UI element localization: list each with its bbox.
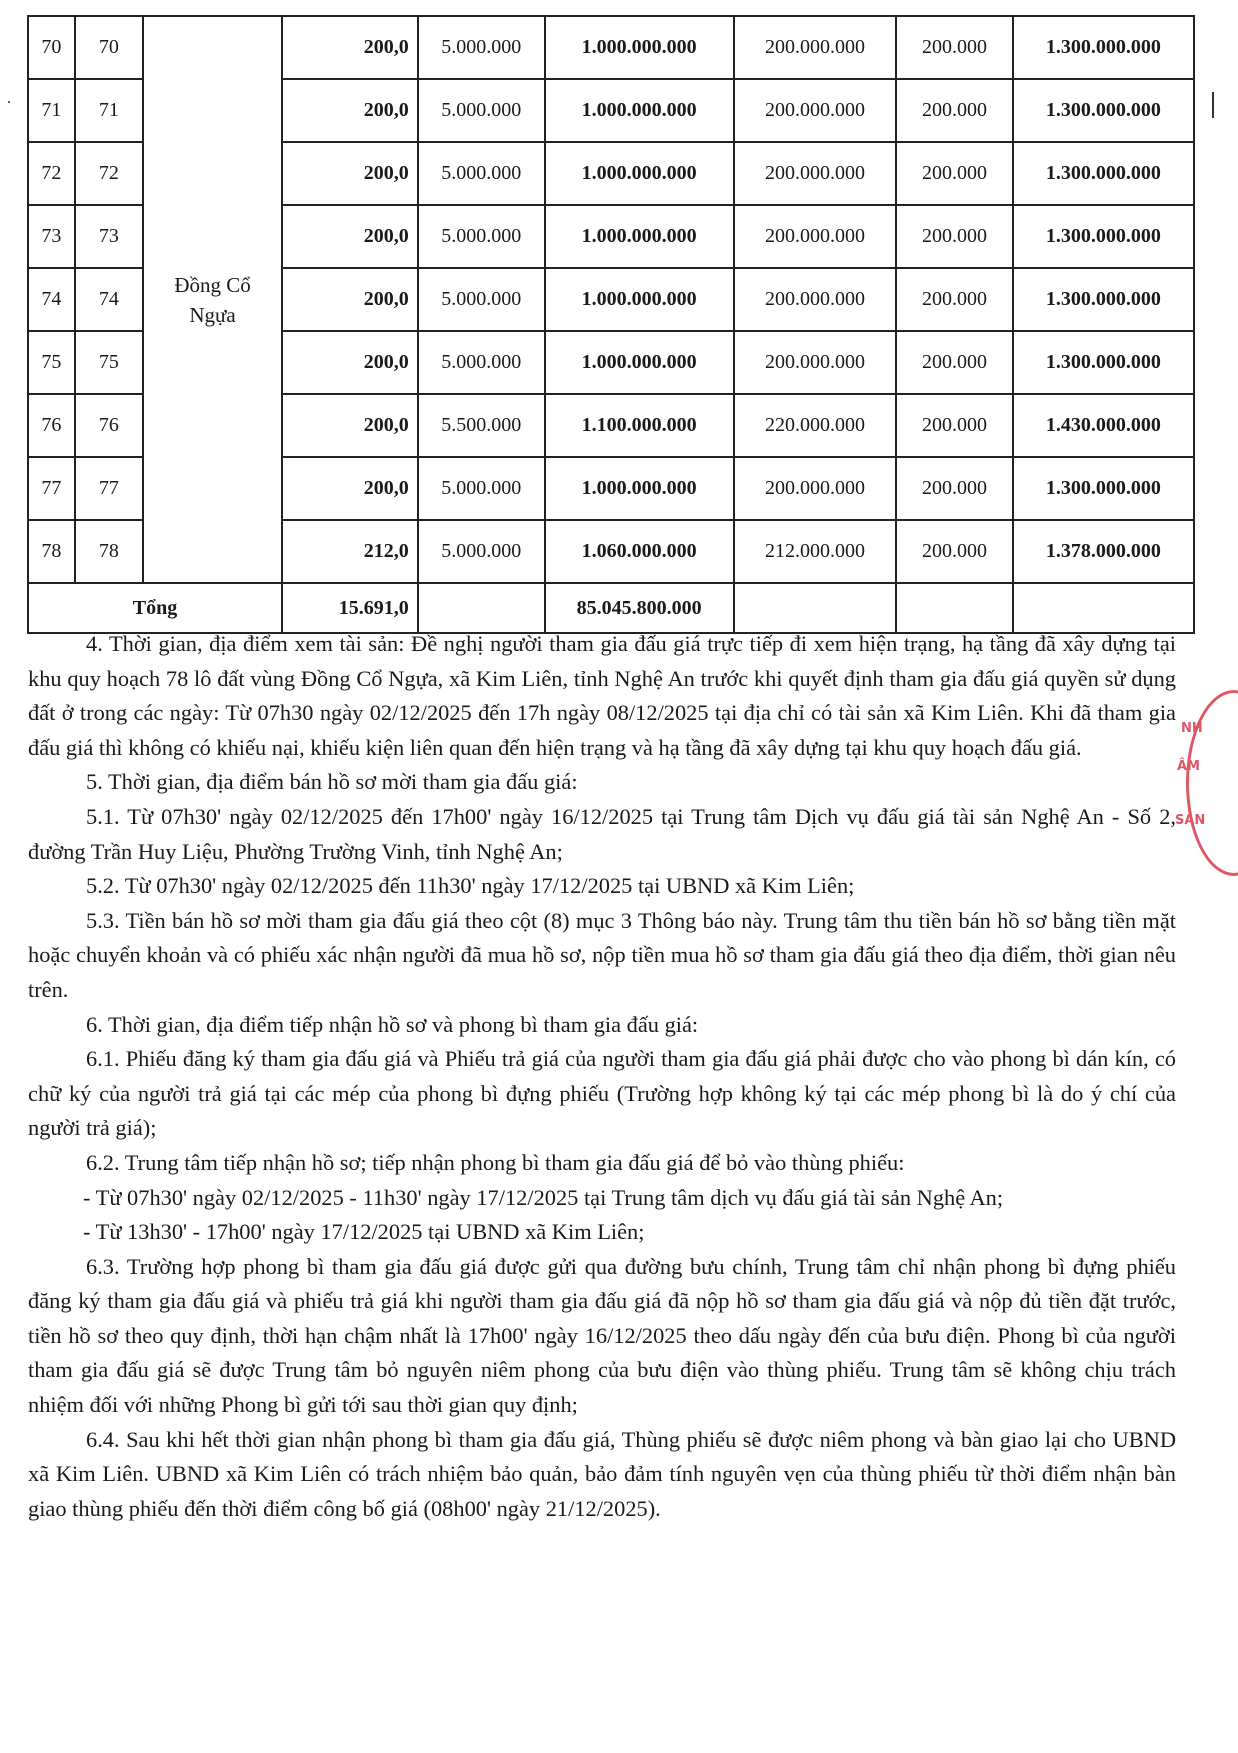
total-empty-cell [734,583,897,633]
cell-total: 1.300.000.000 [1013,79,1194,142]
cell-unit-price: 5.000.000 [418,457,545,520]
cell-lot-number: 75 [75,331,143,394]
cell-deposit: 200.000.000 [734,142,897,205]
cell-stt: 73 [28,205,75,268]
cell-starting-price: 1.000.000.000 [545,457,734,520]
total-empty-cell [896,583,1012,633]
cell-unit-price: 5.500.000 [418,394,545,457]
cell-total: 1.300.000.000 [1013,142,1194,205]
section-5-1: 5.1. Từ 07h30' ngày 02/12/2025 đến 17h00' ngày 16/12/2025 tại Trung tâm Dịch vụ đấu giá tài sản Nghệ An - Số 2, đường Trần Huy Liệu, Phường Trường Vinh, tỉnh Nghệ An; [28,803,1176,864]
cell-lot-number: 71 [75,79,143,142]
cell-dossier-fee: 200.000 [896,268,1012,331]
cell-starting-price: 1.000.000.000 [545,205,734,268]
cell-lot-number: 73 [75,205,143,268]
cell-deposit: 200.000.000 [734,205,897,268]
cell-area: 200,0 [282,142,418,205]
total-starting-price: 85.045.800.000 [545,583,734,633]
total-area: 15.691,0 [282,583,418,633]
cell-starting-price: 1.000.000.000 [545,268,734,331]
cell-dossier-fee: 200.000 [896,331,1012,394]
cell-stt: 78 [28,520,75,583]
cell-dossier-fee: 200.000 [896,457,1012,520]
cell-total: 1.300.000.000 [1013,457,1194,520]
total-label: Tổng [28,583,282,633]
cell-stt: 70 [28,16,75,79]
cell-unit-price: 5.000.000 [418,520,545,583]
section-5-3: 5.3. Tiền bán hồ sơ mời tham gia đấu giá theo cột (8) mục 3 Thông báo này. Trung tâm thu tiền bán hồ sơ bằng tiền mặt hoặc chuyển khoản và có phiếu xác nhận người đã mua hồ sơ, nộp tiền mua hồ sơ tham gia đấu giá theo địa điểm, thời gian nêu trên. [28,907,1176,1002]
location-name: Đồng Cổ Ngựa [174,272,251,327]
cell-stt: 72 [28,142,75,205]
cell-unit-price: 5.000.000 [418,331,545,394]
cell-lot-number: 74 [75,268,143,331]
cell-total: 1.300.000.000 [1013,16,1194,79]
cell-dossier-fee: 200.000 [896,142,1012,205]
section-6-2-item-2: - Từ 13h30' - 17h00' ngày 17/12/2025 tại UBND xã Kim Liên; [83,1219,645,1245]
margin-dot: · [6,92,12,112]
cell-stt: 71 [28,79,75,142]
cell-area: 200,0 [282,394,418,457]
cell-deposit: 200.000.000 [734,331,897,394]
cell-lot-number: 77 [75,457,143,520]
total-row [28,583,1194,633]
cell-dossier-fee: 200.000 [896,520,1012,583]
margin-tick [1212,92,1214,118]
cell-total: 1.378.000.000 [1013,520,1194,583]
cell-stt: 74 [28,268,75,331]
cell-unit-price: 5.000.000 [418,205,545,268]
section-6-4: 6.4. Sau khi hết thời gian nhận phong bì tham gia đấu giá, Thùng phiếu sẽ được niêm phong và bàn giao lại cho UBND xã Kim Liên. UBND xã Kim Liên có trách nhiệm bảo quản, bảo đảm tính nguyên vẹn của thùng phiếu từ thời điểm nhận bàn giao thùng phiếu đến thời điểm công bố giá (08h00' ngày 21/12/2025). [28,1426,1176,1521]
section-6-2-item-1: - Từ 07h30' ngày 02/12/2025 - 11h30' ngày 17/12/2025 tại Trung tâm dịch vụ đấu giá tài sản Nghệ An; [83,1184,1004,1210]
section-5-2: 5.2. Từ 07h30' ngày 02/12/2025 đến 11h30' ngày 17/12/2025 tại UBND xã Kim Liên; [86,873,855,899]
cell-stt: 76 [28,394,75,457]
stamp-fragment: NH [1181,721,1203,736]
section-6-2: 6.2. Trung tâm tiếp nhận hồ sơ; tiếp nhận phong bì tham gia đấu giá để bỏ vào thùng phiếu: [86,1149,905,1175]
cell-starting-price: 1.000.000.000 [545,16,734,79]
cell-dossier-fee: 200.000 [896,16,1012,79]
section-6-heading: 6. Thời gian, địa điểm tiếp nhận hồ sơ và phong bì tham gia đấu giá: [86,1011,699,1037]
cell-starting-price: 1.060.000.000 [545,520,734,583]
total-empty-cell [418,583,545,633]
red-seal-stamp [1175,690,1238,876]
section-6-1: 6.1. Phiếu đăng ký tham gia đấu giá và Phiếu trả giá của người tham gia đấu giá phải được cho vào phong bì dán kín, có chữ ký của người trả giá tại các mép của phong bì đựng phiếu (Trường hợp không ký tại các mép phong bì là do ý chí của người trả giá); [28,1046,1176,1141]
cell-deposit: 200.000.000 [734,268,897,331]
cell-starting-price: 1.000.000.000 [545,331,734,394]
cell-lot-number: 78 [75,520,143,583]
cell-area: 200,0 [282,16,418,79]
section-6-3: 6.3. Trường hợp phong bì tham gia đấu giá được gửi qua đường bưu chính, Trung tâm chỉ nhận phong bì đựng phiếu đăng ký tham gia đấu giá và phiếu trả giá khi người tham gia đấu giá đã nộp hồ sơ tham gia đấu giá và nộp đủ tiền đặt trước, tiền hồ sơ theo quy định, thời hạn chậm nhất là 17h00' ngày 16/12/2025 theo dấu ngày đến của bưu điện. Phong bì của người tham gia đấu giá sẽ được Trung tâm bỏ nguyên niêm phong của bưu điện vào thùng phiếu. Trung tâm sẽ không chịu trách nhiệm đối với những Phong bì gửi tới sau thời gian quy định; [28,1253,1176,1418]
cell-deposit: 200.000.000 [734,16,897,79]
cell-area: 200,0 [282,331,418,394]
cell-starting-price: 1.100.000.000 [545,394,734,457]
cell-area: 200,0 [282,79,418,142]
land-lot-table [27,15,1195,634]
cell-starting-price: 1.000.000.000 [545,142,734,205]
cell-location [143,16,282,583]
cell-lot-number: 72 [75,142,143,205]
stamp-fragment: SẢN [1175,813,1206,828]
cell-starting-price: 1.000.000.000 [545,79,734,142]
cell-area: 200,0 [282,268,418,331]
cell-stt: 75 [28,331,75,394]
cell-total: 1.300.000.000 [1013,331,1194,394]
cell-total: 1.430.000.000 [1013,394,1194,457]
cell-unit-price: 5.000.000 [418,142,545,205]
cell-unit-price: 5.000.000 [418,16,545,79]
cell-dossier-fee: 200.000 [896,394,1012,457]
total-empty-cell [1013,583,1194,633]
cell-unit-price: 5.000.000 [418,79,545,142]
cell-stt: 77 [28,457,75,520]
cell-area: 200,0 [282,205,418,268]
cell-lot-number: 76 [75,394,143,457]
cell-deposit: 220.000.000 [734,394,897,457]
cell-area: 212,0 [282,520,418,583]
cell-unit-price: 5.000.000 [418,268,545,331]
cell-lot-number: 70 [75,16,143,79]
notice-body [28,627,1176,1526]
section-5-heading: 5. Thời gian, địa điểm bán hồ sơ mời tham gia đấu giá: [86,769,578,795]
cell-total: 1.300.000.000 [1013,268,1194,331]
cell-total: 1.300.000.000 [1013,205,1194,268]
cell-dossier-fee: 200.000 [896,205,1012,268]
cell-dossier-fee: 200.000 [896,79,1012,142]
stamp-fragment: ÂM [1177,759,1200,774]
section-4-viewing: 4. Thời gian, địa điểm xem tài sản: Đề nghị người tham gia đấu giá trực tiếp đi xem hiện trạng, hạ tầng đã xây dựng tại khu quy hoạch 78 lô đất vùng Đồng Cổ Ngựa, xã Kim Liên, tỉnh Nghệ An trước khi quyết định tham gia đấu giá quyền sử dụng đất ở trong các ngày: Từ 07h30 ngày 02/12/2025 đến 17h ngày 08/12/2025 tại địa chỉ có tài sản xã Kim Liên. Khi đã tham gia đấu giá thì không có khiếu nại, khiếu kiện liên quan đến hiện trạng và hạ tầng đã xây dựng tại khu quy hoạch đấu giá. [28,631,1176,760]
cell-deposit: 200.000.000 [734,79,897,142]
cell-area: 200,0 [282,457,418,520]
cell-deposit: 212.000.000 [734,520,897,583]
table-row [28,16,1194,79]
cell-deposit: 200.000.000 [734,457,897,520]
